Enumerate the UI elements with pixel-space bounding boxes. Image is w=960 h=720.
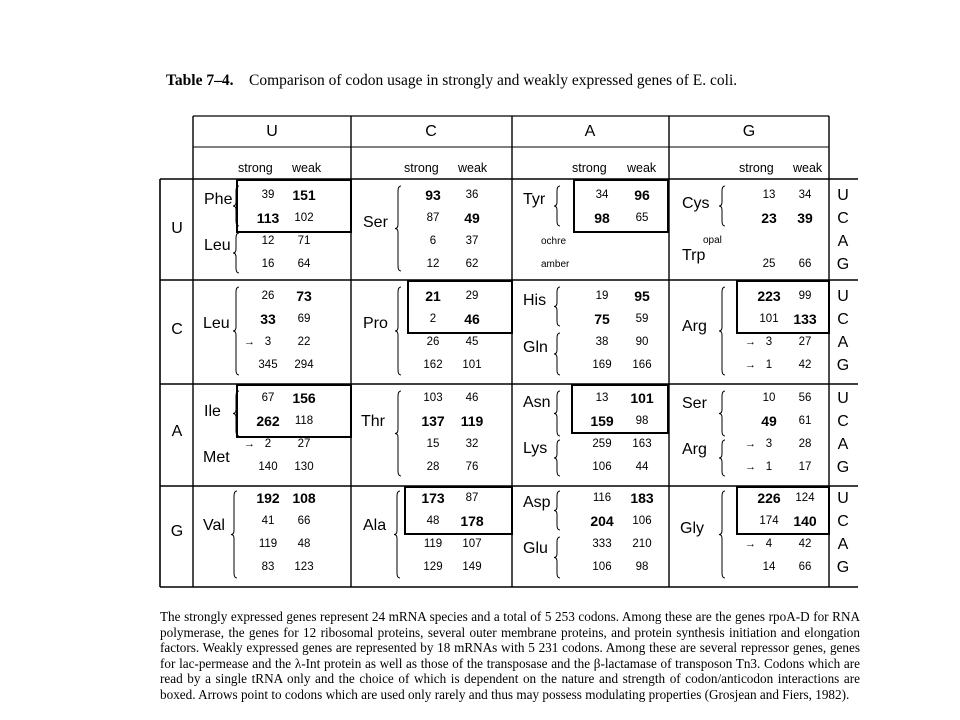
rare-codon-arrow: → [745, 538, 756, 550]
rare-codon-arrow: → [244, 438, 255, 450]
strong-count: 333 [592, 538, 612, 550]
strong-count: 116 [592, 492, 612, 504]
strong-count: 3 [264, 336, 272, 348]
brace-mark [395, 287, 401, 375]
strong-count: 174 [759, 515, 779, 527]
strong-count: 15 [426, 438, 440, 450]
rare-codon-arrow: → [745, 359, 756, 371]
subheader-strong: strong [404, 161, 439, 175]
brace-mark [719, 186, 725, 226]
row-header-a: A [171, 423, 183, 440]
subheader-strong: strong [238, 161, 273, 175]
weak-count: 87 [465, 492, 479, 504]
strong-count: 101 [759, 313, 779, 325]
weak-count: 29 [465, 290, 479, 302]
strong-count: 83 [261, 561, 275, 573]
third-base-a: A [837, 233, 849, 250]
strong-count: 23 [761, 210, 777, 226]
footnote-paragraph: The strongly expressed genes represent 24 mRNA species and a total of 5 253 codons. Among these are the genes rpoA-D for RNA polymerase, the genes for 12 ribosomal proteins, several outer membrane proteins, and protein synthesis initiation and elongation factors. Weakly expressed genes are represented by 18 mRNAs with 5 231 codons. Among these are several repressor genes, genes for lac-permease and the λ-Int protein as well as those of the transposase and the β-lactamase of transposon Tn3. Codons which are read by a single tRNA only and the choice of which is dependent on the nature and strength of codon/anticodon interactions are boxed. Arrows point to codons which are used only rarely and thus may possess modulating properties (Grosjean and Fiers, 1982). [160, 609, 860, 702]
strong-count: 119 [258, 538, 278, 550]
strong-count: 204 [590, 513, 614, 529]
weak-count: 34 [798, 189, 812, 201]
strong-count: 1 [765, 461, 773, 473]
third-base-u: U [837, 288, 849, 305]
brace-mark [554, 440, 560, 476]
strong-count: 106 [592, 461, 612, 473]
third-base-u: U [837, 390, 849, 407]
strong-count: 33 [260, 311, 276, 327]
weak-count: 98 [635, 561, 649, 573]
weak-count: 46 [464, 311, 480, 327]
brace-mark [395, 186, 401, 271]
weak-count: 66 [297, 515, 311, 527]
strong-count: 19 [595, 290, 609, 302]
weak-count: 17 [798, 461, 812, 473]
weak-count: 108 [292, 490, 316, 506]
weak-count: 44 [635, 461, 649, 473]
weak-count: 49 [464, 210, 480, 226]
amino-acid-tyr: Tyr [523, 191, 546, 208]
column-header-c: C [425, 123, 437, 140]
strong-count: 67 [261, 392, 275, 404]
third-base-g: G [836, 256, 850, 273]
weak-count: 48 [297, 538, 311, 550]
amino-acid-ala: Ala [363, 517, 387, 534]
amino-acid-his: His [523, 292, 547, 309]
weak-count: 27 [798, 336, 812, 348]
weak-count: 124 [795, 492, 815, 504]
stop-label-ochre: ochre [541, 236, 567, 247]
brace-mark [719, 491, 725, 578]
weak-count: 133 [793, 311, 817, 327]
weak-count: 107 [462, 538, 482, 550]
weak-count: 39 [797, 210, 813, 226]
rare-codon-arrow: → [745, 336, 756, 348]
third-base-u: U [837, 187, 849, 204]
amino-acid-ser: Ser [682, 395, 707, 412]
third-base-g: G [836, 357, 850, 374]
brace-mark [554, 333, 560, 375]
amino-acid-thr: Thr [361, 413, 385, 430]
strong-count: 98 [594, 210, 610, 226]
strong-count: 103 [423, 392, 443, 404]
strong-count: 10 [762, 392, 776, 404]
column-header-a: A [584, 123, 596, 140]
weak-count: 36 [465, 189, 479, 201]
weak-count: 140 [793, 513, 817, 529]
weak-count: 101 [462, 359, 482, 371]
subheader-strong: strong [739, 161, 774, 175]
third-base-a: A [837, 334, 849, 351]
strong-count: 192 [256, 490, 280, 506]
strong-count: 159 [590, 413, 614, 429]
weak-count: 183 [630, 490, 654, 506]
weak-count: 294 [294, 359, 314, 371]
column-header-g: G [742, 123, 756, 140]
amino-acid-leu: Leu [203, 315, 230, 332]
weak-count: 65 [635, 212, 649, 224]
stop-label-opal: opal [703, 235, 722, 246]
amino-acid-lys: Lys [523, 440, 548, 457]
subheader-weak: weak [292, 161, 322, 175]
weak-count: 151 [292, 187, 316, 203]
weak-count: 37 [465, 235, 479, 247]
strong-count: 28 [426, 461, 440, 473]
weak-count: 45 [465, 336, 479, 348]
weak-count: 61 [798, 415, 812, 427]
subheader-strong: strong [572, 161, 607, 175]
strong-count: 119 [423, 538, 443, 550]
strong-count: 13 [762, 189, 776, 201]
subheader-weak: weak [627, 161, 657, 175]
weak-count: 46 [465, 392, 479, 404]
strong-count: 129 [423, 561, 443, 573]
amino-acid-cys: Cys [682, 195, 710, 212]
row-header-u: U [171, 220, 183, 237]
brace-mark [554, 491, 560, 530]
amino-acid-gln: Gln [523, 339, 548, 356]
weak-count: 62 [465, 258, 479, 270]
strong-count: 2 [264, 438, 272, 450]
weak-count: 101 [630, 390, 654, 406]
brace-mark [233, 287, 239, 375]
weak-count: 156 [292, 390, 316, 406]
brace-mark [233, 233, 239, 273]
weak-count: 98 [635, 415, 649, 427]
weak-count: 66 [798, 561, 812, 573]
strong-count: 75 [594, 311, 610, 327]
weak-count: 69 [297, 313, 311, 325]
subheader-weak: weak [458, 161, 488, 175]
amino-acid-asp: Asp [523, 494, 551, 511]
row-header-g: G [170, 523, 184, 540]
strong-count: 12 [261, 235, 275, 247]
strong-count: 38 [595, 336, 609, 348]
brace-mark [394, 491, 400, 578]
third-base-c: C [837, 210, 849, 227]
stop-label-amber: amber [541, 259, 570, 270]
strong-count: 41 [261, 515, 275, 527]
weak-count: 66 [798, 258, 812, 270]
strong-count: 3 [765, 336, 773, 348]
weak-count: 28 [798, 438, 812, 450]
strong-count: 26 [261, 290, 275, 302]
weak-count: 210 [632, 538, 652, 550]
weak-count: 106 [632, 515, 652, 527]
weak-count: 73 [296, 288, 312, 304]
brace-mark [231, 491, 237, 578]
weak-count: 71 [297, 235, 311, 247]
brace-mark [395, 391, 401, 476]
weak-count: 59 [635, 313, 649, 325]
third-base-u: U [837, 490, 849, 507]
third-base-c: C [837, 413, 849, 430]
weak-count: 123 [294, 561, 314, 573]
amino-acid-val: Val [203, 517, 225, 534]
strong-count: 140 [258, 461, 278, 473]
amino-acid-met: Met [203, 449, 230, 466]
brace-mark [719, 440, 725, 476]
amino-acid-asn: Asn [523, 394, 551, 411]
strong-count: 49 [761, 413, 777, 429]
third-base-g: G [836, 459, 850, 476]
amino-acid-glu: Glu [523, 540, 548, 557]
subheader-weak: weak [793, 161, 823, 175]
third-base-g: G [836, 559, 850, 576]
amino-acid-arg: Arg [682, 318, 707, 335]
amino-acid-ser: Ser [363, 214, 388, 231]
strong-count: 26 [426, 336, 440, 348]
amino-acid-phe: Phe [204, 191, 233, 208]
weak-count: 149 [462, 561, 482, 573]
brace-mark [554, 537, 560, 578]
amino-acid-ile: Ile [204, 403, 221, 420]
amino-acid-leu: Leu [204, 237, 231, 254]
weak-count: 90 [635, 336, 649, 348]
table-footnote [160, 609, 860, 703]
row-header-c: C [171, 321, 183, 338]
strong-count: 226 [757, 490, 781, 506]
weak-count: 22 [297, 336, 311, 348]
rare-codon-arrow: → [244, 336, 255, 348]
strong-count: 34 [595, 189, 609, 201]
weak-count: 95 [634, 288, 650, 304]
weak-count: 42 [798, 359, 812, 371]
weak-count: 102 [294, 212, 314, 224]
strong-count: 223 [757, 288, 781, 304]
third-base-a: A [837, 536, 849, 553]
strong-count: 12 [426, 258, 440, 270]
strong-count: 262 [256, 413, 280, 429]
third-base-c: C [837, 513, 849, 530]
weak-count: 32 [465, 438, 479, 450]
third-base-c: C [837, 311, 849, 328]
rare-codon-arrow: → [745, 461, 756, 473]
strong-count: 16 [261, 258, 275, 270]
weak-count: 76 [465, 461, 479, 473]
weak-count: 99 [798, 290, 812, 302]
strong-count: 1 [765, 359, 773, 371]
brace-mark [554, 287, 560, 326]
strong-count: 2 [429, 313, 437, 325]
third-base-a: A [837, 436, 849, 453]
amino-acid-arg: Arg [682, 441, 707, 458]
weak-count: 166 [632, 359, 652, 371]
brace-mark [719, 391, 725, 436]
column-header-u: U [266, 123, 278, 140]
strong-count: 106 [592, 561, 612, 573]
weak-count: 163 [632, 438, 652, 450]
amino-acid-pro: Pro [363, 315, 388, 332]
strong-count: 4 [765, 538, 773, 550]
weak-count: 27 [297, 438, 311, 450]
brace-mark [554, 186, 560, 226]
strong-count: 21 [425, 288, 441, 304]
strong-count: 87 [426, 212, 440, 224]
caption-label: Table 7–4. [166, 72, 234, 89]
weak-count: 178 [460, 513, 484, 529]
strong-count: 137 [421, 413, 445, 429]
strong-count: 39 [261, 189, 275, 201]
strong-count: 113 [256, 210, 280, 226]
strong-count: 259 [592, 438, 612, 450]
weak-count: 119 [460, 413, 484, 429]
weak-count: 96 [634, 187, 650, 203]
strong-count: 48 [426, 515, 440, 527]
strong-count: 93 [425, 187, 441, 203]
strong-count: 3 [765, 438, 773, 450]
strong-count: 173 [421, 490, 445, 506]
strong-count: 6 [429, 235, 437, 247]
rare-codon-arrow: → [745, 438, 756, 450]
brace-mark [719, 287, 725, 375]
strong-count: 345 [258, 359, 278, 371]
weak-count: 130 [294, 461, 314, 473]
amino-acid-gly: Gly [680, 520, 704, 537]
strong-count: 25 [762, 258, 776, 270]
strong-count: 14 [762, 561, 776, 573]
caption-text: Comparison of codon usage in strongly and weakly expressed genes of E. coli. [248, 72, 738, 89]
weak-count: 42 [798, 538, 812, 550]
weak-count: 56 [798, 392, 812, 404]
weak-count: 64 [297, 258, 311, 270]
brace-mark [554, 391, 560, 436]
strong-count: 13 [595, 392, 609, 404]
amino-acid-trp: Trp [682, 247, 706, 264]
weak-count: 118 [294, 415, 314, 427]
strong-count: 162 [423, 359, 443, 371]
strong-count: 169 [592, 359, 612, 371]
